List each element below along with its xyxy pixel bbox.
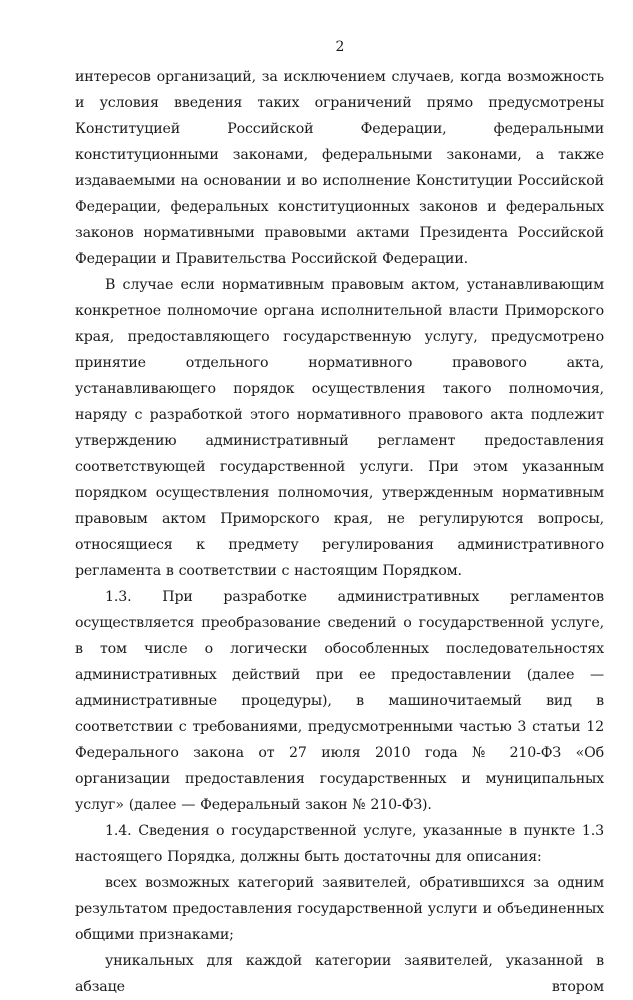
paragraph-applicant-categories: всех возможных категорий заявителей, обратившихся за одним результатом предоставления государственной услуги и объединенных общими признаками;: [75, 875, 604, 943]
paragraph-separate-act: В случае если нормативным правовым актом, устанавливающим конкретное полномочие органа исполнительной власти Приморского края, предоставляющего государственную услугу, предусмотрено принятие отдельного нормативного правового акта, устанавливающего порядок осуществления такого полномочия, наряду с разработкой этого нормативного правового акта подлежит утверждению административный регламент предоставления соответствующей государственной услуги. При этом указанным порядком осуществления полномочия, утвержденным нормативным правовым актом Приморского края, не регулируются вопросы, относящиеся к предмету регулирования административного регламента в соответствии с настоящим Порядком.: [75, 277, 604, 579]
page-number: 2: [335, 39, 345, 55]
paragraph-unique-per-category: уникальных для каждой категории заявителей, указанной в абзаце втором: [75, 953, 604, 995]
paragraph-restrictions-end: интересов организаций, за исключением случаев, когда возможность и условия введения таких ограничений прямо предусмотрены Конституцией Российской Федерации, федеральными конституционными законами, федеральными законами, а также издаваемыми на основании и во исполнение Конституции Российской Федерации, федеральных конституционных законов и федеральных законов нормативными правовыми актами Президента Российской Федерации и Правительства Российской Федерации.: [75, 69, 604, 267]
document-body: [75, 64, 604, 1000]
paragraph-1-3: 1.3. При разработке административных регламентов осуществляется преобразование сведений о государственной услуге, в том числе о логически обособленных последовательностях административных действий при ее предоставлении (далее — административные процедуры), в машиночитаемый вид в соответствии с требованиями, предусмотренными частью 3 статьи 12 Федерального закона от 27 июля 2010 года № 210-ФЗ «Об организации предоставления государственных и муниципальных услуг» (далее — Федеральный закон № 210-ФЗ).: [75, 589, 604, 813]
paragraph-1-4: 1.4. Сведения о государственной услуге, указанные в пункте 1.3 настоящего Порядка, должны быть достаточны для описания:: [75, 823, 604, 865]
